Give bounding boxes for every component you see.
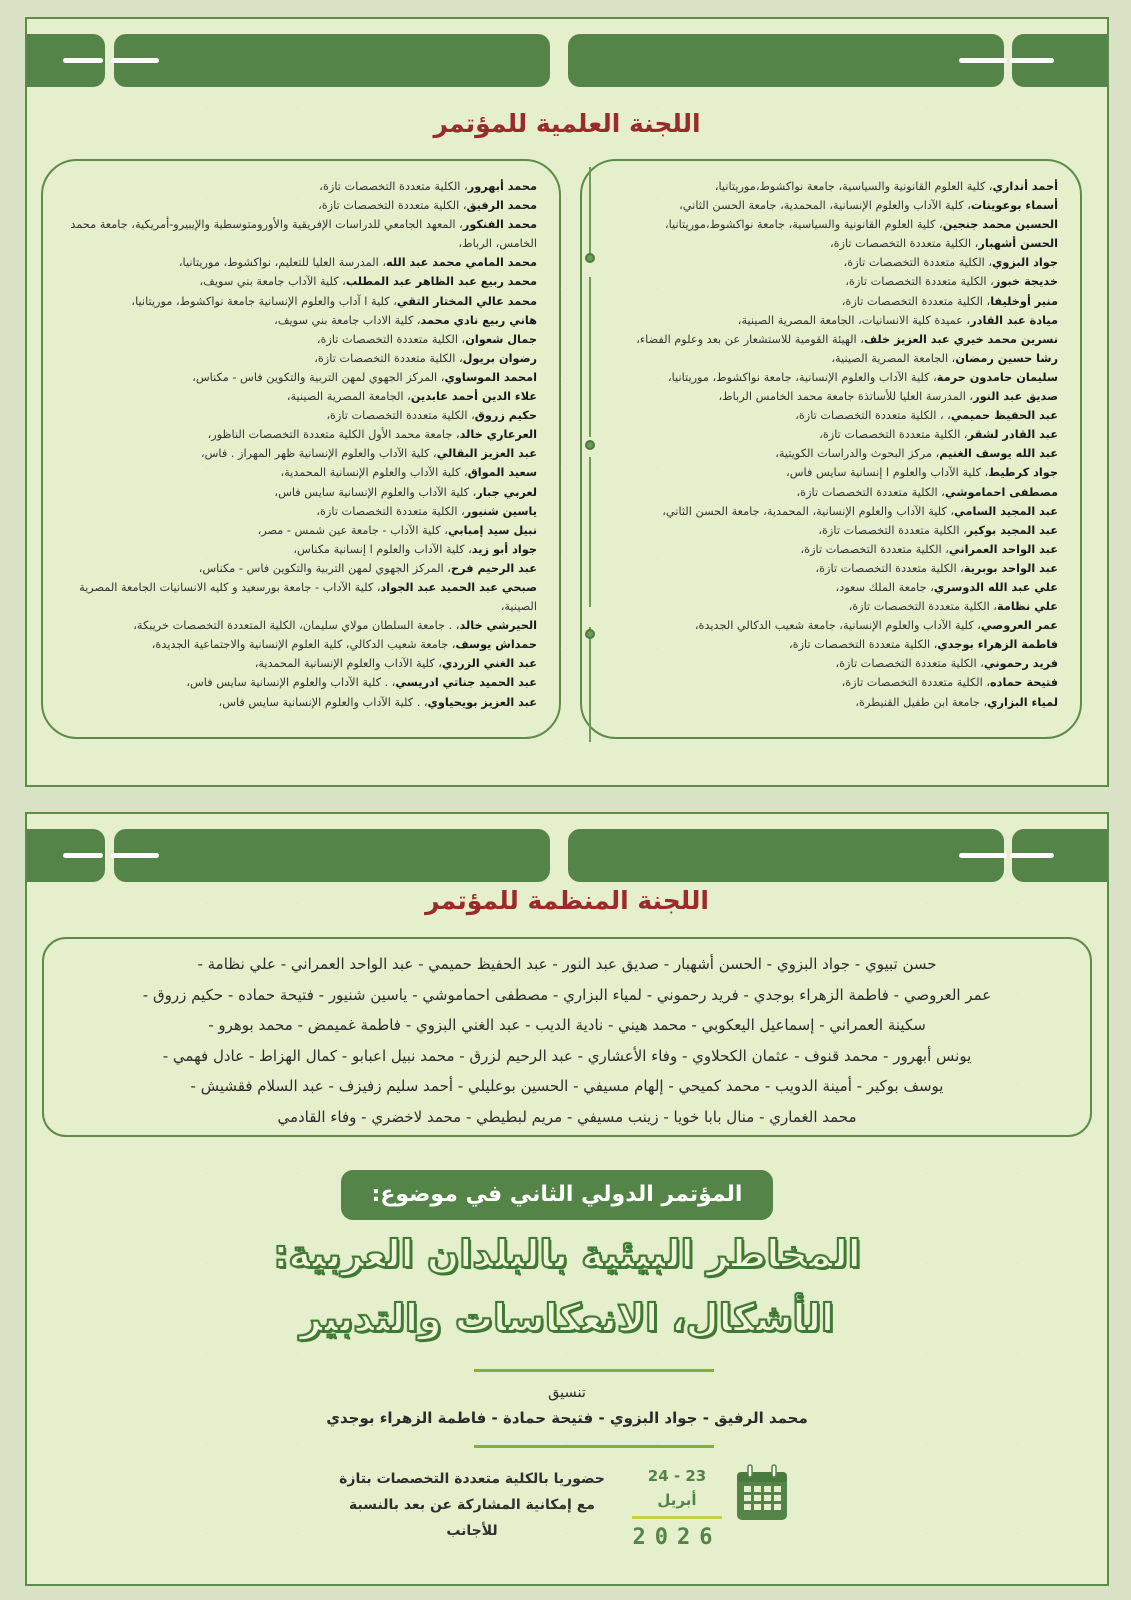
member-affiliation: كلية الآداب - جامعة بورسعيد و كليه الانسانيات الجامعة المصرية الصينية، [79, 580, 537, 614]
member-affiliation: كلية الآداب والعلوم الإنسانية ظهر المهراز . فاس، [201, 447, 430, 461]
member-affiliation: الكلية متعددة التخصصات تازة، [326, 409, 468, 423]
committee-member: الحسن أشهبار، الكلية متعددة التخصصات تازة، [829, 237, 1058, 251]
member-affiliation: كلية الآداب والعلوم الإنسانية المحمدية، [254, 657, 435, 671]
member-affiliation: كلية الآداب والعلوم الإنسانية المحمدية، [280, 466, 461, 480]
committee-member: سعيد المواق، كلية الآداب والعلوم الإنسانية المحمدية، [280, 466, 537, 480]
member-list-right [596, 177, 1058, 712]
header-dash [63, 58, 103, 63]
member-name: حكيم زروق [474, 409, 537, 423]
member-affiliation: . جامعة السلطان مولاي سليمان، الكلية المتعددة التخصصات خريبكة، [133, 619, 453, 633]
member-name: رشا حسين رمضان [955, 351, 1058, 365]
organizing-committee-title: اللجنة المنظمة للمؤتمر [425, 886, 709, 915]
committee-member: محمد المامي محمد عبد الله، المدرسة العليا للتعليم، نواكشوط، موريتانيا، [178, 256, 537, 270]
committee-member: جواد أبو زيد، كلية الآداب والعلوم ا إنسانية مكناس، [293, 542, 537, 556]
member-affiliation: الكلية متعددة التخصصات تازة، [789, 638, 931, 652]
member-name: لعربي جبار [476, 485, 537, 499]
committee-member: محمد الرفيق، الكلية متعددة التخصصات تازة، [318, 199, 537, 213]
member-affiliation: الكلية متعددة التخصصات تازة، [819, 428, 961, 442]
member-name: ميادة عبد القادر [970, 313, 1058, 327]
member-name: فاطمة الزهراء بوجدي [937, 638, 1058, 652]
member-name: خديجة خبوز [993, 275, 1058, 289]
header-bar-left [114, 829, 550, 882]
member-name: الحسين محمد جنجين [942, 218, 1058, 232]
committee-member: أسماء بوعوينات، كلية الآداب والعلوم الإنسانية، المحمدية، جامعة الحسن الثاني، [679, 199, 1058, 213]
member-name: محمد المامي محمد عبد الله [386, 256, 537, 270]
organizing-members-line: عمر العروصي - فاطمة الزهراء بوجدي - فريد رحموني - لمياء البزاري - مصطفى احماموشي - ياسين شنيور - فتيحة حماده - حكيم زروق - [142, 985, 992, 1004]
member-affiliation: . كلية الآداب والعلوم الإنسانية سايس فاس، [218, 695, 421, 709]
member-name: رضوان بريول [462, 351, 537, 365]
member-name: العرعاري خالد [459, 428, 537, 442]
member-affiliation: الكلية متعددة التخصصات تازة، [314, 351, 456, 365]
committee-member: لمياء البزاري، جامعة ابن طفيل القنيطرة، [855, 695, 1058, 709]
committee-member: الحيرشي خالد، . جامعة السلطان مولاي سليمان، الكلية المتعددة التخصصات خريبكة، [133, 619, 537, 633]
member-name: عبد الغني الزردي [441, 657, 537, 671]
member-affiliation: الكلية متعددة التخصصات تازة، [318, 199, 460, 213]
member-name: فتيحة حماده [990, 676, 1058, 690]
committee-member: علي نظامة، الكلية متعددة التخصصات تازة، [848, 600, 1058, 614]
committee-member: هاني ربيع نادي محمد، كلية الاداب جامعة بني سويف، [274, 313, 537, 327]
member-name: محمد عالي المختار التقي [396, 294, 537, 308]
conference-topic-badge: المؤتمر الدولي الثاني في موضوع: [341, 1170, 773, 1220]
committee-member: عبد الواحد بوبرية، الكلية متعددة التخصصات تازة، [815, 561, 1058, 575]
member-name: حمداش يوسف [455, 638, 537, 652]
scientific-committee-page [25, 17, 1109, 787]
divider-dot [585, 440, 595, 450]
committee-member: عبد الرحيم فرح، المركز الجهوي لمهن التربية والتكوين فاس - مكناس، [198, 561, 537, 575]
member-affiliation: الهيئة القومية للاستشعار عن بعد وعلوم الفضاء، [636, 332, 857, 346]
member-affiliation: مركز البحوث والدراسات الكويتية، [775, 447, 933, 461]
venue-line1: حضوريا بالكلية متعددة التخصصات بتازة [339, 1471, 605, 1487]
member-affiliation: جامعة شعيب الدكالي، كلية العلوم الإنسانية والاجتماعية الجديدة، [151, 638, 449, 652]
committee-member: أحمد أنداري، كلية العلوم القانونية والسياسية، جامعة نواكشوط،موريتانيا، [714, 180, 1058, 193]
member-name: جواد كرطيط [988, 466, 1058, 480]
member-list-left [57, 177, 537, 712]
member-affiliation: الكلية متعددة التخصصات تازة، [829, 237, 972, 251]
member-name: محمد الرفيق [466, 199, 537, 213]
committee-member: صبحي عبد الحميد عبد الجواد، كلية الآداب - جامعة بورسعيد و كليه الانسانيات الجامعة المصرية الصينية، [79, 580, 537, 614]
member-name: نسرين محمد خيري عبد العزيز خلف [863, 332, 1058, 346]
member-affiliation: الكلية متعددة التخصصات تازة، [319, 180, 461, 193]
member-name: جمال شعوان [465, 332, 537, 346]
member-affiliation: المركز الجهوي لمهن التربية والتكوين فاس - مكناس، [192, 370, 438, 384]
member-name: محمد ربيع عبد الظاهر عبد المطلب [345, 275, 537, 289]
committee-member: العرعاري خالد، جامعة محمد الأول الكلية متعددة التخصصات الناظور، [207, 428, 537, 442]
committee-member: عبد الواحد العمراني، الكلية متعددة التخصصات تازة، [800, 542, 1058, 556]
member-name: عبد المجيد السامي [954, 504, 1058, 518]
committee-member: الحسين محمد جنجين، كلية العلوم القانونية والسياسية، جامعة نواكشوط،موريتانيا، [664, 218, 1058, 232]
member-affiliation: . كلية الآداب والعلوم الإنسانية سايس فاس، [186, 676, 389, 690]
member-name: عبد الحميد جناتي ادريسي [395, 676, 537, 690]
committee-member: فريد رحموني، الكلية متعددة التخصصات تازة، [835, 657, 1058, 671]
header-dash [1010, 853, 1054, 858]
committee-member: عبد الحفيظ حميمي، ، الكلية متعددة التخصصات تازة، [795, 409, 1058, 423]
organizing-committee-page [25, 812, 1109, 1586]
member-name: لمياء البزاري [987, 695, 1058, 709]
header-dash [111, 58, 159, 63]
header-bar-left [114, 34, 550, 87]
committee-member: رضوان بريول، الكلية متعددة التخصصات تازة، [314, 351, 537, 365]
committee-member: فتيحة حماده، الكلية متعددة التخصصات تازة، [841, 676, 1058, 690]
committee-member: عبد المجيد السامي، كلية الآداب والعلوم الإنسانية، المحمدية، جامعة الحسن الثاني، [662, 504, 1058, 518]
coordinators-names: محمد الرفيق - جواد البزوي - فتيحة حمادة - فاطمة الزهراء بوجدي [326, 1409, 808, 1427]
header-dash [959, 853, 1007, 858]
member-affiliation: الكلية متعددة التخصصات تازة، [835, 657, 977, 671]
committee-member: عمر العروصي، كلية الآداب والعلوم الإنسانية، جامعة شعيب الدكالي الجديدة، [694, 619, 1058, 633]
member-affiliation: الكلية متعددة التخصصات تازة، [841, 294, 983, 308]
member-affiliation: كلية الآداب والعلوم الإنسانية، المحمدية، جامعة الحسن الثاني، [662, 504, 947, 518]
header-bar-right [568, 34, 1004, 87]
committee-member: علي عبد الله الدوسري، جامعة الملك سعود، [835, 580, 1058, 594]
member-affiliation: المدرسة العليا للتعليم، نواكشوط، موريتانيا، [178, 256, 379, 270]
member-name: مصطفى احماموشي [944, 485, 1058, 499]
date-underline [632, 1516, 722, 1519]
committee-member: علاء الدين أحمد عابدين، الجامعة المصرية الصينية، [286, 390, 537, 404]
committee-member: نسرين محمد خيري عبد العزيز خلف، الهيئة القومية للاستشعار عن بعد وعلوم الفضاء، [636, 332, 1058, 346]
member-name: عبد الرحيم فرح [450, 561, 537, 575]
member-name: عبد الواحد العمراني [948, 542, 1058, 556]
organizing-members-line: حسن تبيوي - جواد البزوي - الحسن أشهبار - صديق عبد النور - عبد الحفيظ حميمي - عبد الواحد العمراني - علي نظامة - [197, 955, 937, 973]
member-affiliation: كلية العلوم القانونية والسياسية، جامعة نواكشوط،موريتانيا، [714, 180, 986, 193]
member-affiliation: الكلية متعددة التخصصات تازة، [796, 485, 938, 499]
member-name: سعيد المواق [467, 466, 537, 480]
committee-member: عبد العزيز البقالي، كلية الآداب والعلوم الإنسانية ظهر المهراز . فاس، [201, 447, 537, 461]
member-name: علي نظامة [996, 600, 1058, 614]
venue-line2: مع إمكانية المشاركة عن بعد بالنسبة للأجانب [349, 1497, 595, 1539]
member-affiliation: الكلية متعددة التخصصات تازة، [815, 561, 957, 575]
member-name: الحسن أشهبار [978, 237, 1058, 251]
member-affiliation: جامعة الملك سعود، [835, 580, 927, 594]
member-affiliation: الكلية متعددة التخصصات تازة، [843, 256, 985, 270]
member-name: أسماء بوعوينات [970, 199, 1058, 213]
organizing-committee-box [42, 937, 1092, 1137]
member-name: علي عبد الله الدوسري [933, 580, 1058, 594]
member-affiliation: الكلية متعددة التخصصات تازة، [818, 523, 960, 537]
header-bar-left-small [25, 34, 105, 87]
member-affiliation: الكلية متعددة التخصصات تازة، [845, 275, 987, 289]
committee-member: عبد العزيز بويحياوي، . كلية الآداب والعلوم الإنسانية سايس فاس، [218, 695, 537, 709]
member-name: عبد القادر لشقر [967, 428, 1058, 442]
member-affiliation: كلية الآداب والعلوم الإنسانية سايس فاس، [274, 485, 469, 499]
committee-member: منير أوخليفا، الكلية متعددة التخصصات تازة، [841, 294, 1058, 308]
member-affiliation: كلية الآداب - جامعة عين شمس - مصر، [257, 523, 441, 537]
committee-member: ياسين شنيور، الكلية متعددة التخصصات تازة، [316, 504, 537, 518]
member-affiliation: جامعة محمد الأول الكلية متعددة التخصصات الناظور، [207, 428, 453, 442]
organizing-members-line: يونس أبهرور - محمد قنوف - عثمان الكحلاوي - وفاء الأعشاري - عبد الرحيم لزرق - محمد نبيل اعبابو - كمال الهزاط - عادل فهمي - [162, 1046, 972, 1065]
committee-member: لعربي جبار، كلية الآداب والعلوم الإنسانية سايس فاس، [274, 485, 537, 499]
member-name: صبحي عبد الحميد عبد الجواد [380, 580, 537, 594]
conference-title-line2: الأشكال، الانعكاسات والتدبير [299, 1296, 835, 1340]
separator-rule [474, 1369, 714, 1372]
committee-member: حمداش يوسف، جامعة شعيب الدكالي، كلية العلوم الإنسانية والاجتماعية الجديدة، [151, 638, 537, 652]
member-name: منير أوخليفا [990, 294, 1058, 308]
member-affiliation: كلية الآداب والعلوم ا إنسانية سايس فاس، [786, 466, 981, 480]
committee-member: عبد المجيد بوكير، الكلية متعددة التخصصات تازة، [818, 523, 1058, 537]
member-affiliation: الكلية متعددة التخصصات تازة، [316, 504, 458, 518]
calendar-icon [736, 1464, 788, 1522]
member-name: فريد رحموني [983, 657, 1058, 671]
conference-year: 2026 [632, 1525, 722, 1550]
committee-member: صديق عبد النور، المدرسة العليا للأساتذة جامعة محمد الخامس الرباط، [718, 390, 1058, 404]
scientific-committee-title: اللجنة العلمية للمؤتمر [433, 109, 701, 138]
member-name: عبد العزيز البقالي [436, 447, 537, 461]
member-affiliation: كلية الآداب والعلوم ا إنسانية مكناس، [293, 542, 465, 556]
member-affiliation: كلية الآداب والعلوم الإنسانية، جامعة شعيب الدكالي الجديدة، [694, 619, 974, 633]
committee-member: عبد الحميد جناتي ادريسي، . كلية الآداب والعلوم الإنسانية سايس فاس، [186, 676, 537, 690]
member-affiliation: كلية الآداب والعلوم الإنسانية، المحمدية، جامعة الحسن الثاني، [679, 199, 964, 213]
organizing-members-line: محمد الغماري - منال بابا خويا - زينب مسيفي - مريم لبطيطي - محمد لاخضري - وفاء القادمي [277, 1107, 857, 1126]
member-affiliation: المعهد الجامعي للدراسات الإفريقية والأورومتوسطية والإيبيرو-أمريكية، جامعة محمد الخامس، الرباط، [70, 218, 537, 251]
member-name: عبد الحفيظ حميمي [950, 409, 1058, 423]
member-affiliation: الجامعة المصرية الصينية، [831, 351, 949, 365]
committee-member: سليمان حامدون حرمة، كلية الآداب والعلوم الإنسانية، جامعة نواكشوط، موريتانيا، [667, 370, 1058, 384]
committee-member: عبد القادر لشقر، الكلية متعددة التخصصات تازة، [819, 428, 1058, 442]
organizing-members-line: يوسف بوكير - أمينة الدويب - محمد كميحي - إلهام مسيفي - الحسين بوعليلي - أحمد سليم زفيزف - عبد السلام فقشيش - [190, 1077, 944, 1095]
member-name: نبيل سيد إمبابي [447, 523, 537, 537]
member-name: عبد الواحد بوبرية [963, 561, 1058, 575]
committee-member: محمد عالي المختار التقي، كلية ا آداب والعلوم الإنسانية جامعة نواكشوط، موريتانيا، [131, 294, 537, 308]
member-name: امحمد الموساوي [444, 370, 537, 384]
committee-member: نبيل سيد إمبابي، كلية الآداب - جامعة عين شمس - مصر، [257, 523, 537, 537]
header-dash [63, 853, 103, 858]
committee-member: جواد كرطيط، كلية الآداب والعلوم ا إنسانية سايس فاس، [786, 466, 1058, 480]
member-name: محمد أبهرور [467, 180, 537, 193]
member-name: محمد الفنكور [462, 218, 537, 232]
committee-member: مصطفى احماموشي، الكلية متعددة التخصصات تازة، [796, 485, 1058, 499]
member-affiliation: الكلية متعددة التخصصات تازة، [800, 542, 942, 556]
committee-member: ميادة عبد القادر، عميدة كلية الانسانيات، الجامعة المصرية الصينية، [737, 313, 1058, 327]
member-affiliation: جامعة ابن طفيل القنيطرة، [855, 695, 980, 709]
member-affiliation: الكلية متعددة التخصصات تازة، [316, 332, 458, 346]
member-name: عبد الله يوسف الغنيم [939, 447, 1058, 461]
member-name: علاء الدين أحمد عابدين [410, 390, 537, 404]
divider-dot [585, 253, 595, 263]
header-bar-right-small [1012, 829, 1109, 882]
member-affiliation: كلية الاداب جامعة بني سويف، [274, 313, 414, 327]
member-affiliation: المدرسة العليا للأساتذة جامعة محمد الخامس الرباط، [718, 390, 966, 404]
member-name: هاني ربيع نادي محمد [420, 313, 537, 327]
conference-title-line1: المخاطر البيئية بالبلدان العربية: [273, 1232, 861, 1276]
member-affiliation: الكلية متعددة التخصصات تازة، [841, 676, 983, 690]
separator-rule [474, 1445, 714, 1448]
member-affiliation: كلية العلوم القانونية والسياسية، جامعة نواكشوط،موريتانيا، [664, 218, 936, 232]
venue-info [327, 1466, 617, 1544]
member-affiliation: كلية الآداب والعلوم الإنسانية، جامعة نواكشوط، موريتانيا، [667, 370, 930, 384]
header-dash [1010, 58, 1054, 63]
member-affiliation: الكلية متعددة التخصصات تازة، [848, 600, 990, 614]
member-affiliation: الجامعة المصرية الصينية، [286, 390, 404, 404]
committee-member: محمد أبهرور، الكلية متعددة التخصصات تازة، [319, 180, 537, 193]
member-name: جواد أبو زيد [471, 542, 537, 556]
member-name: الحيرشي خالد [459, 619, 537, 633]
scientific-committee-right-panel [580, 159, 1082, 739]
member-name: عمر العروصي [980, 619, 1058, 633]
committee-member: رشا حسين رمضان، الجامعة المصرية الصينية، [831, 351, 1058, 365]
member-name: أحمد أنداري [992, 180, 1058, 193]
committee-member: جواد البزوي، الكلية متعددة التخصصات تازة، [843, 256, 1058, 270]
committee-member: فاطمة الزهراء بوجدي، الكلية متعددة التخصصات تازة، [789, 638, 1058, 652]
header-bar-right-small [1012, 34, 1109, 87]
committee-member: خديجة خبوز، الكلية متعددة التخصصات تازة، [845, 275, 1058, 289]
organizing-members-line: سكينة العمراني - إسماعيل اليعكوبي - محمد هيني - نادية الديب - عبد الغني البزوي - فاطمة غميمض - محمد بوهرو - [208, 1016, 926, 1034]
member-name: عبد العزيز بويحياوي [427, 695, 537, 709]
header-bar-right [568, 829, 1004, 882]
header-bar-left-small [25, 829, 105, 882]
committee-member: حكيم زروق، الكلية متعددة التخصصات تازة، [326, 409, 537, 423]
date-block [632, 1464, 722, 1550]
scientific-committee-left-panel [41, 159, 561, 739]
coordination-label: تنسيق [548, 1385, 586, 1401]
committee-member: امحمد الموساوي، المركز الجهوي لمهن التربية والتكوين فاس - مكناس، [192, 370, 537, 384]
committee-member: محمد الفنكور، المعهد الجامعي للدراسات الإفريقية والأورومتوسطية والإيبيرو-أمريكية، جامعة محمد الخامس، الرباط، [70, 218, 537, 251]
member-affiliation: ، الكلية متعددة التخصصات تازة، [795, 409, 944, 423]
committee-member: عبد الغني الزردي، كلية الآداب والعلوم الإنسانية المحمدية، [254, 657, 537, 671]
header-dash [959, 58, 1007, 63]
member-affiliation: كلية ا آداب والعلوم الإنسانية جامعة نواكشوط، موريتانيا، [131, 294, 390, 308]
member-name: سليمان حامدون حرمة [936, 370, 1058, 384]
member-affiliation: المركز الجهوي لمهن التربية والتكوين فاس - مكناس، [198, 561, 444, 575]
committee-member: جمال شعوان، الكلية متعددة التخصصات تازة، [316, 332, 537, 346]
conference-dates: 23 - 24 أبريل [647, 1467, 707, 1509]
member-name: جواد البزوي [992, 256, 1058, 270]
committee-member: عبد الله يوسف الغنيم، مركز البحوث والدراسات الكويتية، [775, 447, 1058, 461]
member-affiliation: كلية الآداب جامعة بني سويف، [199, 275, 339, 289]
header-dash [111, 853, 159, 858]
divider-dot [585, 629, 595, 639]
committee-member: محمد ربيع عبد الظاهر عبد المطلب، كلية الآداب جامعة بني سويف، [199, 275, 537, 289]
column-divider [580, 167, 600, 742]
member-name: صديق عبد النور [973, 390, 1058, 404]
member-name: ياسين شنيور [464, 504, 537, 518]
member-affiliation: عميدة كلية الانسانيات، الجامعة المصرية الصينية، [737, 313, 963, 327]
member-name: عبد المجيد بوكير [966, 523, 1058, 537]
